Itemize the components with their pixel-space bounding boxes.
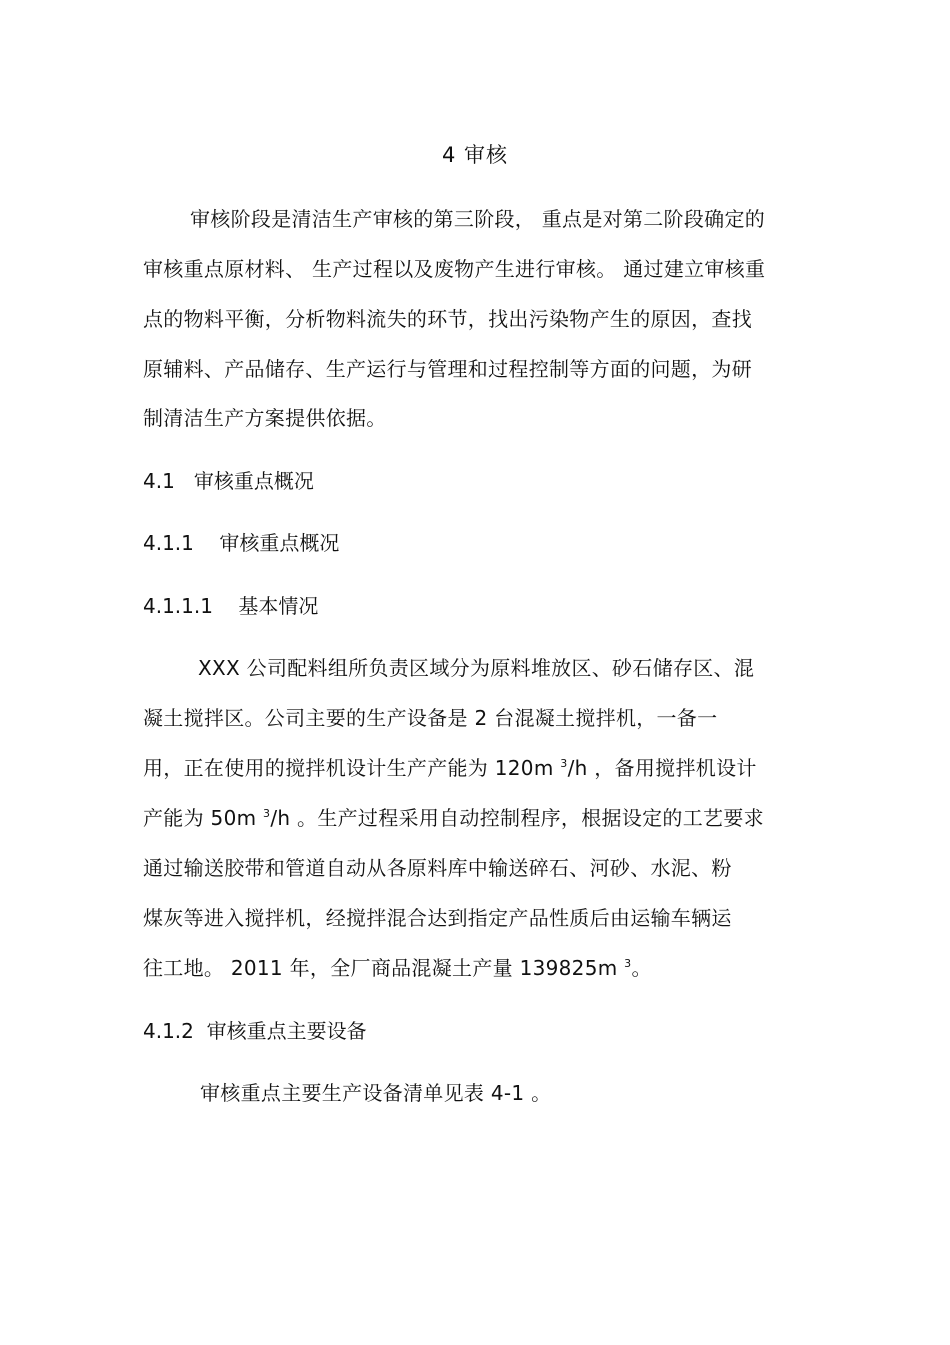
- basic-line-3-text-b: /h ，备用搅拌机设计: [567, 756, 757, 780]
- basic-line-4-text-b: /h 。生产过程采用自动控制程序，根据设定的工艺要求: [270, 806, 764, 830]
- section-text: 审核重点主要设备: [206, 1019, 367, 1043]
- intro-line-1: 审核阶段是清洁生产审核的第三阶段， 重点是对第二阶段确定的: [190, 207, 766, 231]
- intro-line-5: 制清洁生产方案提供依据。: [143, 406, 387, 430]
- intro-line-4: 原辅料、产品储存、生产运行与管理和过程控制等方面的问题，为研: [143, 357, 752, 381]
- section-number: 4.1: [143, 469, 175, 493]
- basic-line-7: [143, 955, 652, 981]
- section-number: 4.1.1: [143, 531, 194, 555]
- basic-line-5: 通过输送胶带和管道自动从各原料库中输送碎石、河砂、水泥、粉: [143, 856, 732, 880]
- basic-line-7-text-a: 往工地。 2011 年，全厂商品混凝土产量 139825m: [143, 956, 625, 980]
- section-heading-4-1: [143, 468, 314, 494]
- section-heading-4-1-1: [143, 530, 339, 556]
- section-number: 4.1.1.1: [143, 594, 213, 618]
- superscript-3: 3: [263, 807, 271, 820]
- section-text: 审核重点概况: [219, 531, 340, 555]
- basic-line-2: 凝土搅拌区。公司主要的生产设备是 2 台混凝土搅拌机，一备一: [143, 706, 718, 730]
- basic-line-3-text-a: 用，正在使用的搅拌机设计生产产能为 120m: [143, 756, 561, 780]
- intro-line-2: 审核重点原材料、 生产过程以及废物产生进行审核。 通过建立审核重: [143, 257, 766, 281]
- section-text: 基本情况: [238, 594, 319, 618]
- section-heading-4-1-1-1: [143, 593, 318, 619]
- basic-line-4-text-a: 产能为 50m: [143, 806, 264, 830]
- section-number: 4.1.2: [143, 1019, 194, 1043]
- basic-line-3: [143, 755, 757, 781]
- section-heading-4-1-2: [143, 1018, 367, 1044]
- basic-line-1: XXX 公司配料组所负责区域分为原料堆放区、砂石储存区、混: [198, 656, 755, 680]
- superscript-3: 3: [624, 957, 632, 970]
- basic-line-6: 煤灰等进入搅拌机，经搅拌混合达到指定产品性质后由运输车辆运: [143, 906, 732, 930]
- superscript-3: 3: [560, 757, 568, 770]
- intro-line-3: 点的物料平衡，分析物料流失的环节，找出污染物产生的原因，查找: [143, 307, 752, 331]
- basic-line-7-text-b: 。: [631, 956, 652, 980]
- chapter-title: 4 审核: [441, 143, 509, 167]
- basic-line-4: [143, 805, 764, 831]
- equipment-reference-line: 审核重点主要生产设备清单见表 4-1 。: [200, 1081, 552, 1105]
- section-text: 审核重点概况: [193, 469, 314, 493]
